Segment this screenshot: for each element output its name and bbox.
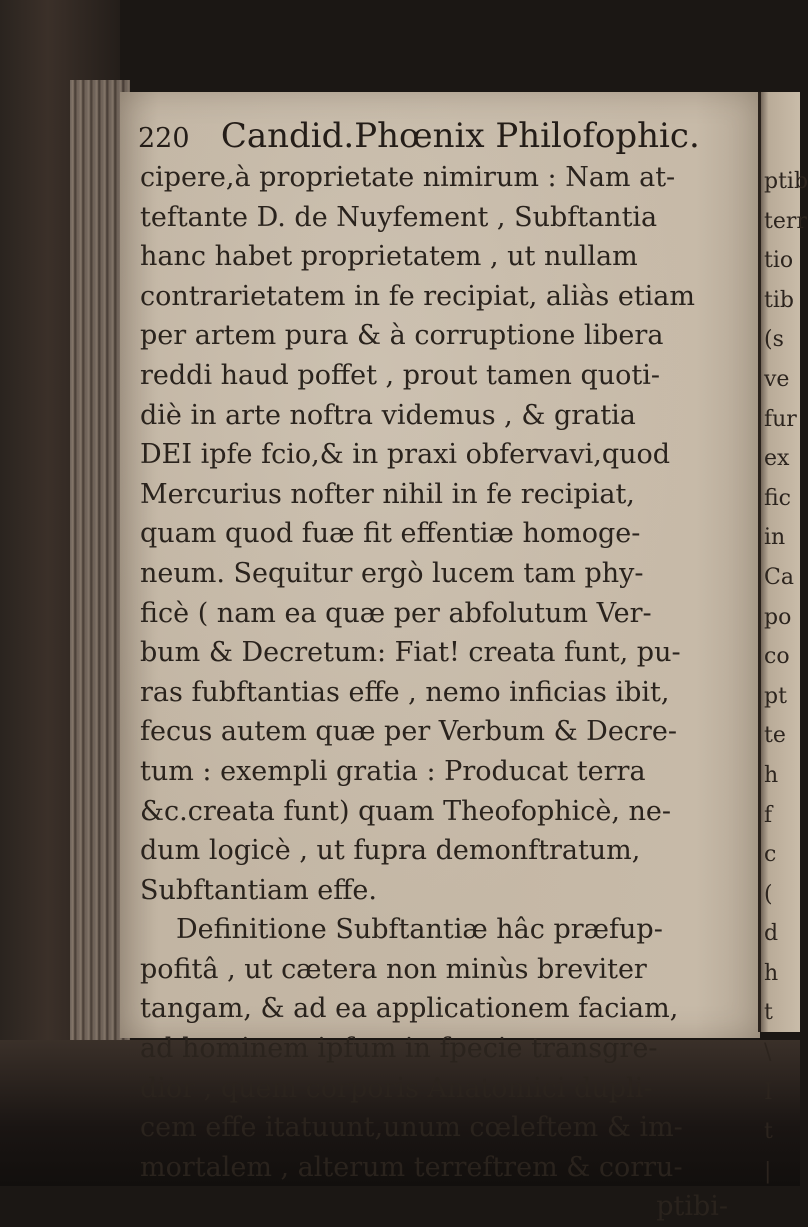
facing-page-fragment: co [764,644,790,670]
text-line: contrarietatem in fe recipiat, aliàs etiam [140,280,696,312]
facing-page-fragment: d [764,921,779,947]
gutter-line [758,92,761,1032]
facing-page-fragment: I [764,1079,773,1105]
catchword: ptibi- [656,1191,728,1223]
text-line: tangam, & ad ea applicationem faciam, [140,993,679,1025]
facing-page-fragment: fic [764,485,791,511]
text-line: fecus autem quæ per Verbum & Decre- [140,716,677,748]
text-line: cem effe itatuunt,unum cœleftem & im- [140,1112,683,1144]
text-line: dum logicè , ut fupra demonftratum, [140,835,641,867]
facing-page-fragment: fur [764,406,797,432]
body-text [140,158,740,1227]
text-line: reddi haud poffet , prout tamen quoti- [140,359,661,391]
text-line: dior , quem corporis Anatomici dupli- [140,1072,653,1104]
text-line: ras fubftantias effe , nemo inficias ibit, [140,676,670,708]
facing-page-fragment: \ [764,1040,772,1066]
text-line: cipere,à proprietate nimirum : Nam at- [140,162,676,193]
running-header [138,112,738,160]
text-line: quam quod fuæ fit effentiæ homoge- [140,518,641,550]
facing-page-fragments [764,162,808,1191]
text-line: mortalem , alterum terreftrem & corru- [140,1151,683,1183]
facing-page-fragment: | [764,1158,772,1184]
text-line: pofitâ , ut cætera non minùs breviter [140,953,647,985]
text-line: DEI ipfe fcio,& in praxi obfervavi,quod [140,439,671,471]
facing-page-fragment: ptib [764,169,808,194]
facing-page-fragment: ( [764,881,773,907]
facing-page-fragment: f [764,802,773,828]
text-line: ficè ( nam ea quæ per abfolutum Ver- [140,597,652,629]
facing-page-fragment: t [764,1119,773,1145]
facing-page-fragment: terr [764,208,807,234]
text-line: hanc habet proprietatem , ut nullam [140,241,638,273]
text-line: bum & Decretum: Fiat! creata funt, pu- [140,637,681,669]
text-line: tum : exempli gratia : Producat terra [140,755,646,787]
facing-page-fragment: h [764,762,779,788]
running-title: Candid.Phœnix Philofophic. [220,116,700,156]
facing-page-fragment: h [764,960,779,986]
text-line: neum. Sequitur ergò lucem tam phy- [140,557,644,589]
text-line: Subftantiam effe. [140,874,377,906]
facing-page-fragment: t [764,1000,773,1026]
facing-page-fragment: c [764,842,777,868]
facing-page-edge [758,92,808,1184]
text-line: per artem pura & à corruptione libera [140,320,664,352]
facing-page-fragment: te [764,723,786,749]
text-line: ad hominem ipfum in fpecie transgre- [140,1033,658,1065]
facing-page-fragment: ve [764,366,790,392]
facing-page-fragment: in [764,525,786,551]
text-line: &c.creata funt) quam Theofophicè, ne- [140,795,672,827]
facing-page-fragment: (s [764,327,784,353]
page-number: 220 [138,123,190,154]
paragraph-start-line: Definitione Subftantiæ hâc præfup- [176,914,663,946]
facing-page-fragment: tio [764,248,794,274]
facing-page-fragment: Ca [764,564,794,590]
facing-page-fragment: tib [764,287,794,313]
facing-page-fragment: po [764,604,792,630]
text-line: diè in arte noftra videmus , & gratia [140,399,636,431]
text-line: Mercurius nofter nihil in fe recipiat, [140,478,635,510]
facing-page-fragment: ex [764,446,790,472]
text-line: teftante D. de Nuyfement , Subftantia [140,201,658,233]
facing-page-fragment: pt [764,683,787,709]
